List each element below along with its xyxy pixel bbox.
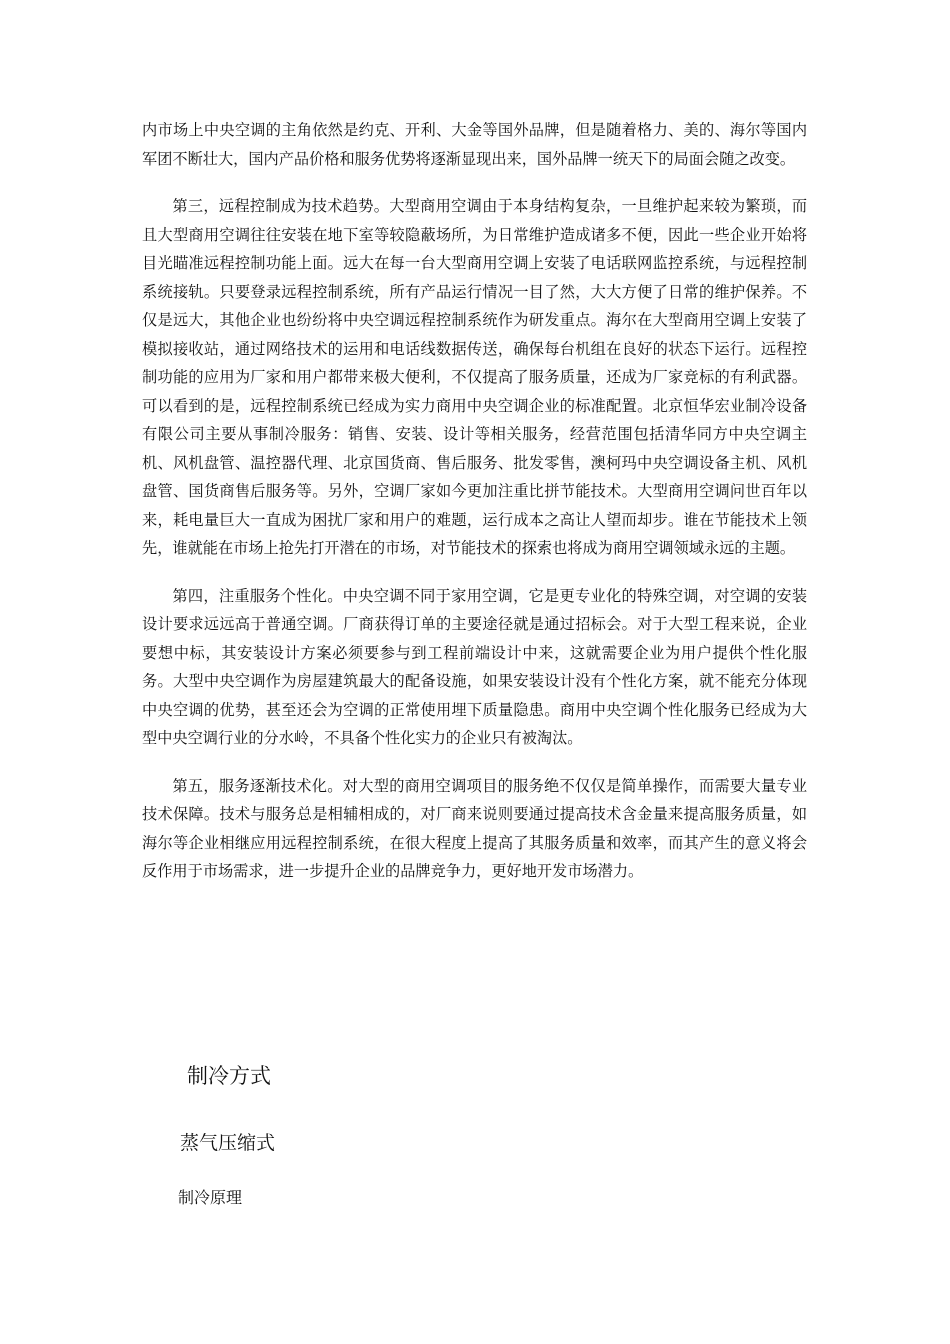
subsubsection-heading: 制冷原理	[178, 1188, 243, 1207]
subsection-heading: 蒸气压缩式	[180, 1132, 276, 1154]
document-body	[142, 116, 807, 886]
paragraph-fifth-point: 第五，服务逐渐技术化。对大型的商用空调项目的服务绝不仅仅是简单操作，而需要大量专业技术保障。技术与服务总是相辅相成的，对厂商来说则要通过提高技术含金量来提高服务质量，如海尔等企业相继应用远程控制系统，在很大程度上提高了其服务质量和效率，而其产生的意义将会反作用于市场需求，进一步提升企业的品牌竞争力，更好地开发市场潜力。	[142, 776, 807, 880]
paragraph-third-point: 第三，远程控制成为技术趋势。大型商用空调由于本身结构复杂，一旦维护起来较为繁琐，而且大型商用空调往往安装在地下室等较隐蔽场所，为日常维护造成诸多不便，因此一些企业开始将目光瞄准远程控制功能上面。远大在每一台大型商用空调上安装了电话联网监控系统，与远程控制系统接轨。只要登录远程控制系统，所有产品运行情况一目了然，大大方便了日常的维护保养。不仅是远大，其他企业也纷纷将中央空调远程控制系统作为研发重点。海尔在大型商用空调上安装了模拟接收站，通过网络技术的运用和电话线数据传送，确保每台机组在良好的状态下运行。远程控制功能的应用为厂家和用户都带来极大便利，不仅提高了服务质量，还成为厂家竞标的有利武器。可以看到的是，远程控制系统已经成为实力商用中央空调企业的标准配置。北京恒华宏业制冷设备有限公司主要从事制冷服务：销售、安装、设计等相关服务，经营范围包括清华同方中央空调主机、风机盘管、温控器代理、北京国货商、售后服务、批发零售，澳柯玛中央空调设备主机、风机盘管、国货商售后服务等。另外，空调厂家如今更加注重比拼节能技术。大型商用空调问世百年以来，耗电量巨大一直成为困扰厂家和用户的难题，运行成本之高让人望而却步。谁在节能技术上领先，谁就能在市场上抢先打开潜在的市场，对节能技术的探索也将成为商用空调领域永远的主题。	[142, 197, 807, 557]
paragraph-continued: 内市场上中央空调的主角依然是约克、开利、大金等国外品牌，但是随着格力、美的、海尔等国内军团不断壮大，国内产品价格和服务优势将逐渐显现出来，国外品牌一统天下的局面会随之改变。	[142, 121, 807, 168]
paragraph-fourth-point: 第四，注重服务个性化。中央空调不同于家用空调，它是更专业化的特殊空调，对空调的安装设计要求远远高于普通空调。厂商获得订单的主要途径就是通过招标会。对于大型工程来说，企业要想中标，其安装设计方案必须要参与到工程前端设计中来，这就需要企业为用户提供个性化服务。大型中央空调作为房屋建筑最大的配备设施，如果安装设计没有个性化方案，就不能充分体现中央空调的优势，甚至还会为空调的正常使用埋下质量隐患。商用中央空调个性化服务已经成为大型中央空调行业的分水岭，不具备个性化实力的企业只有被淘汰。	[142, 586, 807, 747]
section-heading: 制冷方式	[187, 1064, 271, 1088]
